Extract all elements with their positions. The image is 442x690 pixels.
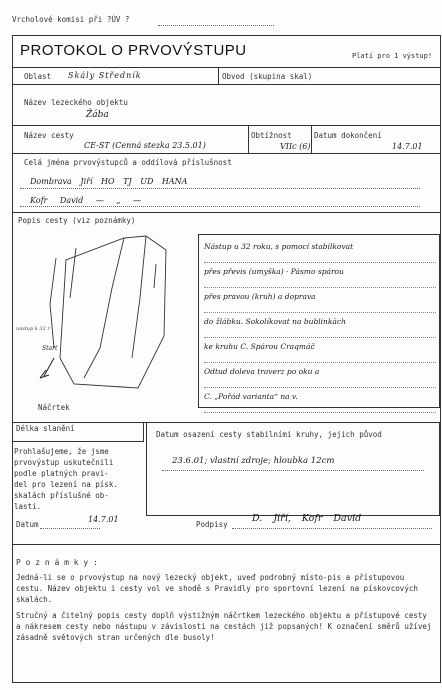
declaration-line: podle platných pravi- — [14, 469, 109, 478]
notes-body — [16, 572, 432, 643]
route-description — [204, 238, 436, 413]
description-line[interactable]: přes převis (umyška) · Pásmo spárou — [204, 263, 436, 288]
jmena-value-2[interactable]: Kofr David — „ — — [30, 196, 142, 205]
description-line[interactable]: Nástup u 32 roku, s pomocí stabilkovat — [204, 238, 436, 263]
divider-objekt — [12, 125, 440, 126]
objekt-value[interactable]: Žába — [86, 110, 109, 120]
osazeni-value[interactable]: 23.6.01; vlastní zdroje; hloubka 12cm — [172, 456, 335, 466]
notes-paragraph-1: Jedná-li se o prvovýstup na nový lezecký objekt, uveď podrobný místo-pis a přístupovou cestu. Název objektu i cesty vol ve shodě s Pravidly pro sportovní lezení na pískovcových skalách. — [16, 573, 418, 604]
datum-dokonceni-label: Datum dokončení — [314, 131, 382, 140]
osazeni-label: Datum osazení cesty stabilními kruhy, jejich původ — [156, 430, 382, 439]
description-line[interactable]: C. „Pořád varianta“ na v. — [204, 388, 436, 413]
oblast-label: Oblast — [24, 72, 52, 81]
commission-dots — [158, 25, 274, 26]
datum-dots — [40, 528, 100, 529]
divider-oblast-row — [12, 84, 440, 85]
divider-jmena — [12, 212, 440, 213]
declaration-text — [14, 446, 118, 512]
sketch-note: nástup k 32 r. — [16, 326, 51, 332]
divider-podpisy — [12, 544, 440, 545]
podpisy-label: Podpisy — [196, 520, 228, 529]
validity-note: Platí pro 1 výstup! — [352, 52, 433, 60]
description-line[interactable]: do žlábku. Sokolíkovat na bublinkách — [204, 313, 436, 338]
popis-label: Popis cesty (viz poznámky) — [18, 216, 136, 225]
podpisy-dots — [232, 528, 432, 529]
sketch-start-label: Start — [42, 345, 58, 352]
divider-cesta — [12, 153, 440, 154]
description-line[interactable]: přes pravou (kruh) a doprava — [204, 288, 436, 313]
delka-label: Délka slanění — [16, 424, 75, 433]
jmena-value-1[interactable]: Dombrava Jiří HO TJ UD HANA — [30, 177, 188, 186]
datum-dokonceni-value[interactable]: 14.7.01 — [392, 142, 423, 151]
declaration-line: skalách příslušné ob- — [14, 491, 109, 500]
notes-heading: P o z n á m k y : — [16, 558, 98, 567]
jmena-dots-1 — [20, 188, 420, 189]
nacrtek-label: Náčrtek — [38, 403, 70, 412]
divider-cesta-1 — [248, 125, 249, 153]
divider-cesta-2 — [311, 125, 312, 153]
osazeni-dots — [162, 470, 424, 471]
description-line[interactable]: ke kruhu C. Spárou Craqmáč — [204, 338, 436, 363]
declaration-line: del pro lezení na písk. — [14, 480, 118, 489]
declaration-line: lasti. — [14, 502, 42, 511]
route-sketch — [14, 228, 198, 410]
podpisy-value[interactable]: D. Jiří, Kofr David — [252, 513, 362, 524]
jmena-dots-2 — [20, 206, 420, 207]
datum-value[interactable]: 14.7.01 — [88, 515, 119, 524]
description-line[interactable]: Odtud doleva traverz po oku a — [204, 363, 436, 388]
objekt-label: Název lezeckého objektu — [24, 98, 128, 107]
jmena-label: Celá jména prvovýstupců a oddílová příslušnost — [24, 158, 232, 167]
divider-title — [12, 67, 440, 68]
obtiznost-value[interactable]: VIIc (6) — [280, 142, 311, 151]
cesta-value[interactable]: CE-ST (Cenná stezka 23.5.01) — [84, 141, 206, 150]
obvod-label: Obvod (skupina skal) — [222, 72, 313, 81]
oblast-value[interactable]: Skály Středník — [68, 71, 142, 80]
datum-label: Datum — [16, 520, 39, 529]
declaration-line: Prohlašujeme, že jsme — [14, 447, 109, 456]
obtiznost-label: Obtížnost — [251, 131, 292, 140]
cesta-label: Název cesty — [24, 131, 74, 140]
page-title: PROTOKOL O PRVOVÝSTUPU — [20, 42, 247, 59]
declaration-line: prvovýstup uskutečnili — [14, 458, 114, 467]
notes-paragraph-2: Stručný a čitelný popis cesty doplň výstižným náčrtkem lezeckého objektu a přístupové cesty a nákresem cesty nebo nástupu v závislosti na cestách již popsaných! K označení směrů užívej zásadně světových stran určených dle busoly! — [16, 611, 432, 642]
divider-oblast — [218, 67, 219, 84]
commission-line: Vrcholové komisi při ?ÚV ? — [12, 15, 130, 24]
